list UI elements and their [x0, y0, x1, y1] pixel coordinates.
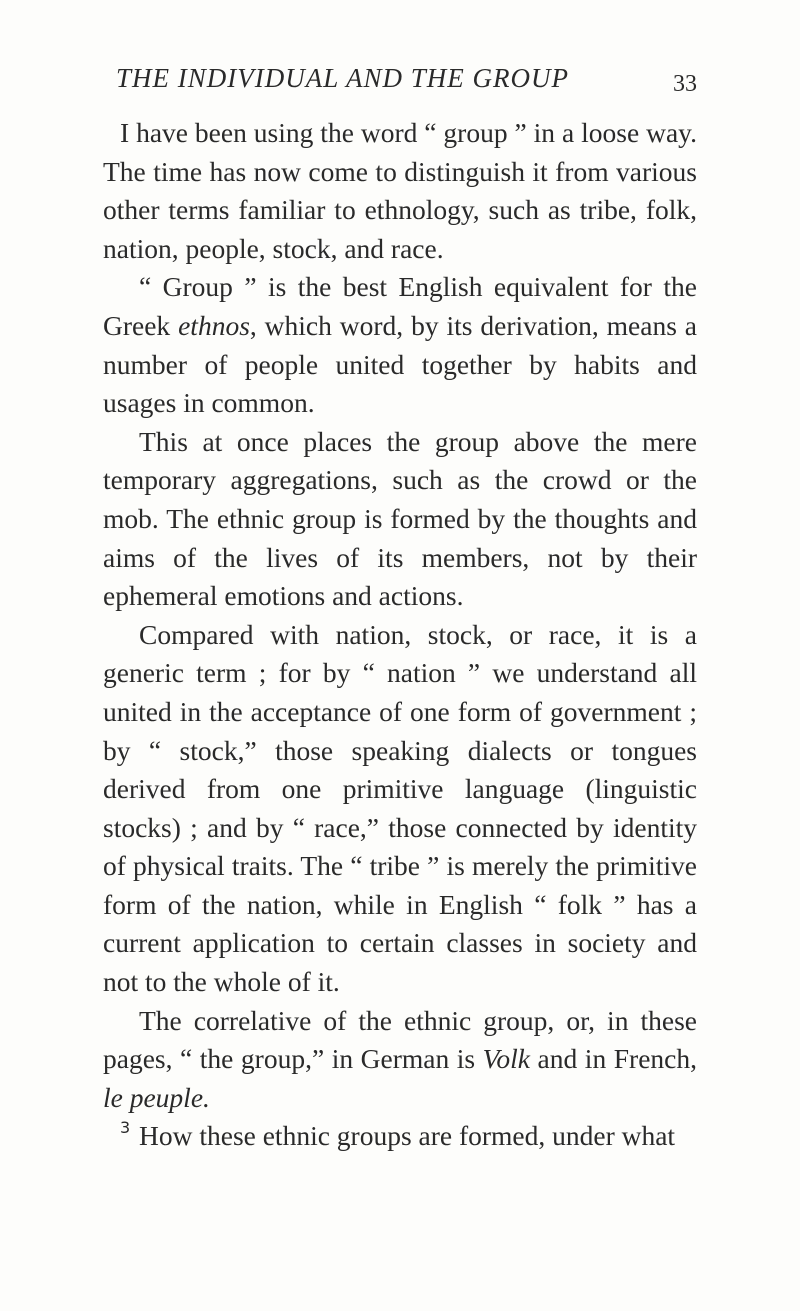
paragraph-2-before: “ Group ” is the best English equivalent for the Greek: [103, 271, 697, 341]
book-page: [103, 0, 697, 1311]
term-ethnos: ethnos: [178, 309, 250, 341]
signature-mark: 3: [120, 1118, 131, 1137]
body-text: [103, 114, 697, 1156]
running-title: THE INDIVIDUAL AND THE GROUP: [116, 63, 569, 93]
paragraph-1: I have been using the word “ group ” in a loose way. The time has now come to distinguish it from various other terms familiar to ethnology, such as tribe, folk, nation, people, stock, and race.: [103, 117, 697, 264]
term-le-peuple: le peuple.: [103, 1081, 210, 1113]
paragraph-2-after: , which word, by its derivation, means a number of people united together by habits and usages in common.: [103, 309, 698, 419]
page-number: 33: [673, 71, 697, 97]
paragraph-4: Compared with nation, stock, or race, it is a generic term ; for by “ nation ” we understand all united in the acceptance of one form of government ; by “ stock,” those speaking dialects or tongues derived from one primitive language (linguistic stocks) ; and by “ race,” those connected by identity of physical traits. The “ tribe ” is merely the primitive form of the nation, while in English “ folk ” has a current application to certain classes in society and not to the whole of it.: [103, 618, 697, 998]
paragraph-5-before: The correlative of the ethnic group, or, in these pages, “ the group,” in German is: [103, 1004, 697, 1075]
term-volk: Volk: [482, 1043, 531, 1075]
paragraph-5: [103, 1002, 697, 1118]
running-head: [103, 62, 697, 102]
paragraph-3: This at once places the group above the mere temporary aggregations, such as the crowd or the mob. The ethnic group is formed by the thoughts and aims of the lives of its members, not by their ephemeral emotions and actions.: [103, 425, 697, 612]
paragraph-2: [103, 268, 697, 422]
paragraph-6: How these ethnic groups are formed, under what: [139, 1120, 676, 1152]
paragraph-5-middle: and in French,: [530, 1043, 697, 1075]
